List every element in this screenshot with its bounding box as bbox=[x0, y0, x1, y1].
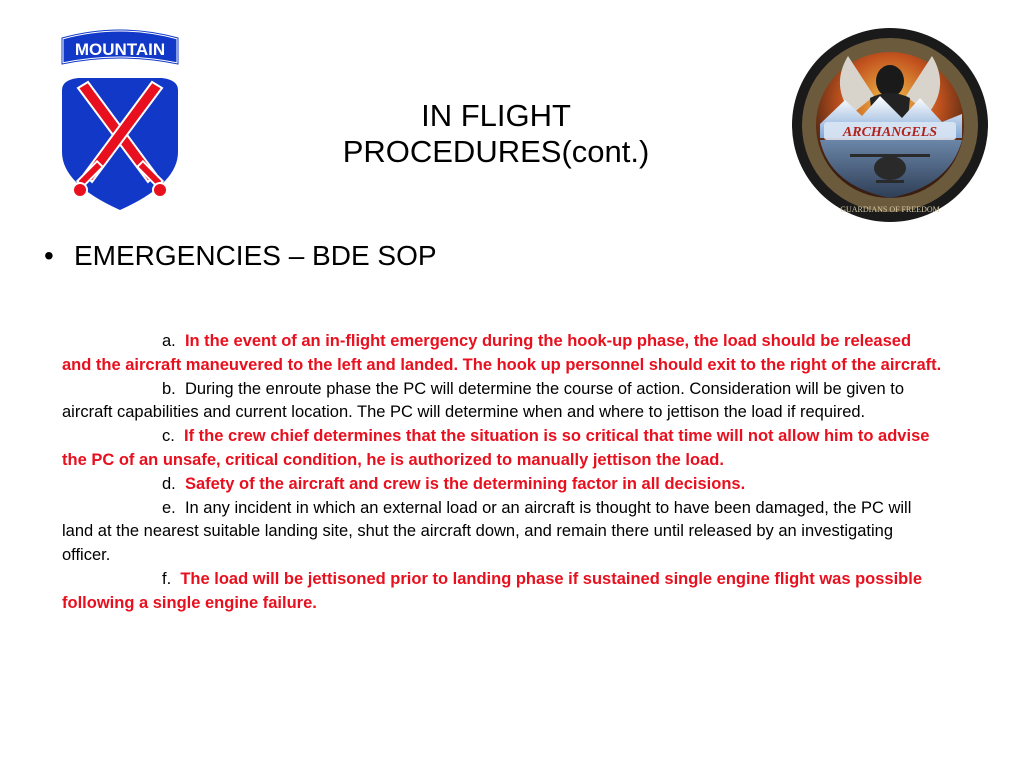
paragraph-letter: e. bbox=[162, 498, 176, 517]
paragraph-text: If the crew chief determines that the situation is so critical that time will not allow him to advise the PC of an unsafe, critical condition, he is authorized to manually jettison the load. bbox=[62, 427, 930, 469]
paragraph-e bbox=[62, 497, 942, 568]
paragraph-text: During the enroute phase the PC will determine the course of action. Consideration will be given to aircraft capabilities and current location. The PC will determine when and where to jettison the load if required. bbox=[62, 379, 905, 422]
paragraph-a bbox=[62, 330, 942, 378]
paragraph-text: Safety of the aircraft and crew is the determining factor in all decisions. bbox=[184, 474, 746, 493]
paragraph-letter: d. bbox=[162, 474, 176, 493]
title-line-1: IN FLIGHT bbox=[421, 98, 571, 133]
archangels-text: ARCHANGELS bbox=[842, 125, 938, 140]
paragraph-c bbox=[62, 425, 942, 473]
procedure-text-block bbox=[62, 330, 942, 616]
paragraph-b bbox=[62, 378, 942, 426]
paragraph-f bbox=[62, 568, 942, 616]
slide-title bbox=[300, 98, 692, 170]
paragraph-letter: b. bbox=[162, 379, 176, 398]
paragraph-letter: c. bbox=[162, 427, 175, 446]
bullet-item bbox=[44, 238, 437, 274]
paragraph-d bbox=[62, 473, 942, 497]
paragraph-text: The load will be jettisoned prior to landing phase if sustained single engine flight was possible following a single engine failure. bbox=[62, 569, 923, 612]
archangels-seal-logo bbox=[790, 26, 990, 224]
bullet-text: EMERGENCIES – BDE SOP bbox=[74, 240, 437, 271]
paragraph-letter: a. bbox=[162, 332, 176, 350]
paragraph-text: In the event of an in-flight emergency during the hook-up phase, the load should be released and the aircraft maneuvered to the left and landed. The hook up personnel should exit to the right of the aircraft. bbox=[62, 332, 942, 374]
title-line-2: PROCEDURES(cont.) bbox=[342, 134, 650, 169]
seal-bottom-text: GUARDIANS OF FREEDOM bbox=[840, 205, 940, 214]
mountain-division-patch-logo bbox=[44, 24, 196, 222]
mountain-tab-text: MOUNTAIN bbox=[74, 40, 166, 59]
bullet-dot-icon: • bbox=[44, 240, 54, 271]
paragraph-letter: f. bbox=[162, 569, 172, 588]
paragraph-text: In any incident in which an external load or an aircraft is thought to have been damaged, the PC will land at the nearest suitable landing site, shut the aircraft down, and remain there until released by an investigating officer. bbox=[62, 498, 912, 565]
